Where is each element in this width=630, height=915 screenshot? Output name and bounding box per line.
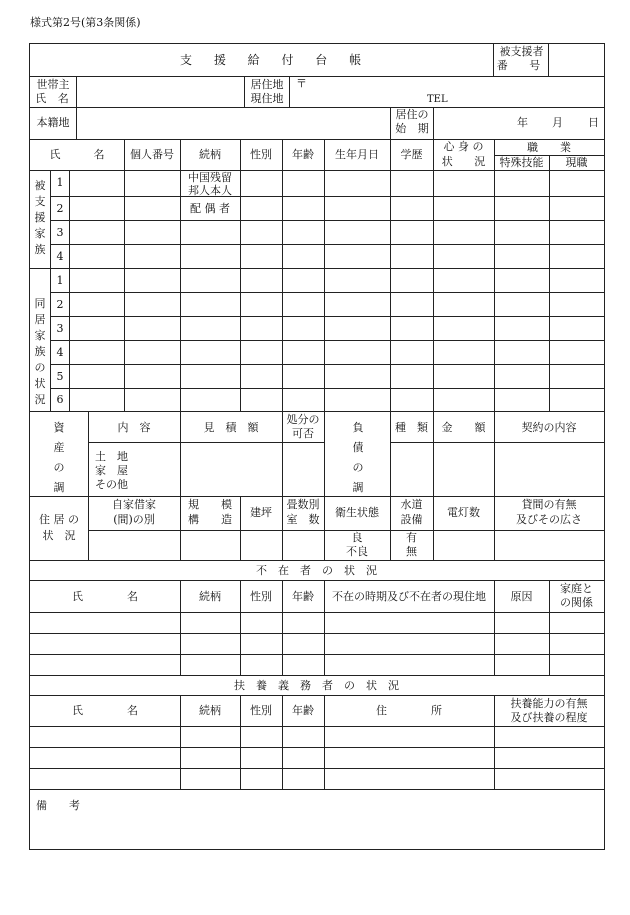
assets-section-label: 資産の調 — [53, 421, 65, 494]
housing-water-no: 無 — [406, 545, 417, 558]
support-col-ability-2: 及び扶養の程度 — [510, 711, 588, 724]
debt-contract: 契約の内容 — [521, 421, 577, 434]
cohabit-row-number: 2 — [56, 298, 64, 311]
col-age: 年齢 — [292, 148, 314, 161]
col-mental-physical-1: 心 身 の — [443, 140, 484, 153]
form-title: 支 援 給 付 台 帳 — [180, 53, 371, 67]
family-relation-spouse: 配 偶 者 — [190, 202, 230, 215]
housing-section-label-1: 住 居 の — [39, 513, 79, 526]
housing-hygiene-good: 良 — [351, 531, 363, 544]
col-occupation: 職 業 — [527, 141, 571, 154]
assets-estimate: 見 積 額 — [203, 421, 259, 434]
remarks-label: 備 考 — [36, 799, 80, 812]
head-label-1: 世帯主 — [36, 78, 70, 91]
family-relation-self-1: 中国残留 — [188, 171, 232, 184]
date-day: 日 — [588, 116, 599, 129]
family-row-number: 2 — [56, 202, 64, 215]
residence-label-2: 現住地 — [250, 92, 284, 105]
col-current-job: 現職 — [565, 156, 588, 169]
col-personal-no: 個人番号 — [130, 148, 174, 161]
support-col-name: 氏 名 — [72, 704, 138, 717]
asset-item-house: 家 屋 — [95, 464, 128, 477]
form-number-label: 様式第2号(第3条関係) — [30, 16, 141, 29]
col-special-skill: 特殊技能 — [499, 156, 544, 169]
recipient-no-label-2: 番 号 — [496, 59, 550, 72]
col-education: 学歴 — [400, 148, 423, 161]
housing-scale-1: 規 模 — [188, 498, 232, 511]
support-col-ability-1: 扶養能力の有無 — [510, 697, 588, 710]
housing-hygiene: 衛生状態 — [335, 506, 379, 519]
family-row-number: 3 — [56, 226, 64, 239]
housing-lease-1: 貸間の有無 — [521, 498, 577, 511]
residence-label-1: 居住地 — [250, 78, 284, 91]
housing-tatami-2: 室 数 — [286, 513, 320, 526]
housing-hygiene-bad: 不良 — [346, 545, 368, 558]
col-mental-physical-2: 状 況 — [441, 155, 495, 168]
housing-lights: 電灯数 — [447, 506, 480, 519]
housing-water-yes: 有 — [406, 531, 417, 544]
support-col-age: 年齢 — [292, 704, 314, 717]
support-col-sex: 性別 — [250, 704, 272, 717]
domicile-label: 本籍地 — [36, 116, 70, 129]
family-row-number: 4 — [56, 250, 64, 263]
housing-own-rent-1: 自家借家 — [112, 498, 156, 511]
assets-content: 内 容 — [117, 421, 151, 434]
residence-start-label-1: 居住の — [395, 108, 429, 121]
debt-kind: 種 類 — [395, 421, 428, 434]
debt-section-label: 負債の調 — [352, 421, 364, 494]
housing-scale-2: 構 造 — [188, 513, 232, 526]
asset-item-land: 土 地 — [95, 450, 128, 463]
cohabit-row-number: 4 — [56, 346, 64, 359]
cohabit-row-number: 5 — [56, 370, 64, 383]
absent-col-period: 不在の時期及び不在者の現住地 — [332, 590, 486, 603]
housing-tatami-1: 畳数別 — [286, 498, 320, 511]
asset-item-other: その他 — [95, 478, 128, 491]
assets-disposal-1: 処分の — [286, 413, 320, 426]
tel-label: TEL — [427, 94, 448, 105]
housing-tsubo: 建坪 — [250, 506, 272, 519]
absent-col-name: 氏 名 — [72, 590, 138, 603]
absent-col-family-relation-1: 家庭と — [560, 582, 593, 595]
cohabit-group-label: 同居家族の状況 — [34, 297, 46, 406]
cohabit-row-number: 1 — [56, 274, 64, 287]
housing-section-label-2: 状 況 — [42, 529, 76, 542]
absent-section-title: 不 在 者 の 状 況 — [256, 564, 377, 577]
debt-amount: 金 額 — [441, 421, 486, 434]
postal-mark: 〒 — [296, 77, 307, 90]
absent-col-sex: 性別 — [250, 590, 272, 603]
head-label-2: 氏 名 — [35, 92, 73, 105]
residence-start-label-2: 始 期 — [395, 122, 433, 135]
col-relation: 続柄 — [199, 148, 221, 161]
absent-col-family-relation-2: の関係 — [560, 596, 593, 609]
housing-water-2: 設備 — [400, 513, 423, 526]
support-col-address: 住 所 — [376, 704, 442, 717]
assets-disposal-2: 可否 — [292, 427, 314, 440]
family-row-number: 1 — [56, 176, 64, 189]
col-sex: 性別 — [250, 148, 272, 161]
date-month: 月 — [552, 116, 563, 129]
absent-col-relation: 続柄 — [199, 590, 221, 603]
col-birthdate: 生年月日 — [335, 148, 379, 161]
recipient-no-label-1: 被支援者 — [499, 45, 544, 58]
absent-col-reason: 原因 — [510, 590, 533, 603]
cohabit-row-number: 3 — [56, 322, 64, 335]
housing-lease-2: 及びその広さ — [516, 513, 582, 526]
date-year: 年 — [517, 116, 528, 129]
housing-water-1: 水道 — [400, 498, 423, 511]
absent-col-age: 年齢 — [292, 590, 314, 603]
housing-own-rent-2: (間)の別 — [113, 513, 155, 526]
support-section-title: 扶 養 義 務 者 の 状 況 — [234, 679, 399, 692]
support-col-relation: 続柄 — [199, 704, 221, 717]
cohabit-row-number: 6 — [56, 393, 64, 406]
family-group-label: 被支援家族 — [34, 179, 46, 256]
family-relation-self-2: 邦人本人 — [188, 184, 232, 197]
col-name: 氏 名 — [49, 148, 105, 161]
